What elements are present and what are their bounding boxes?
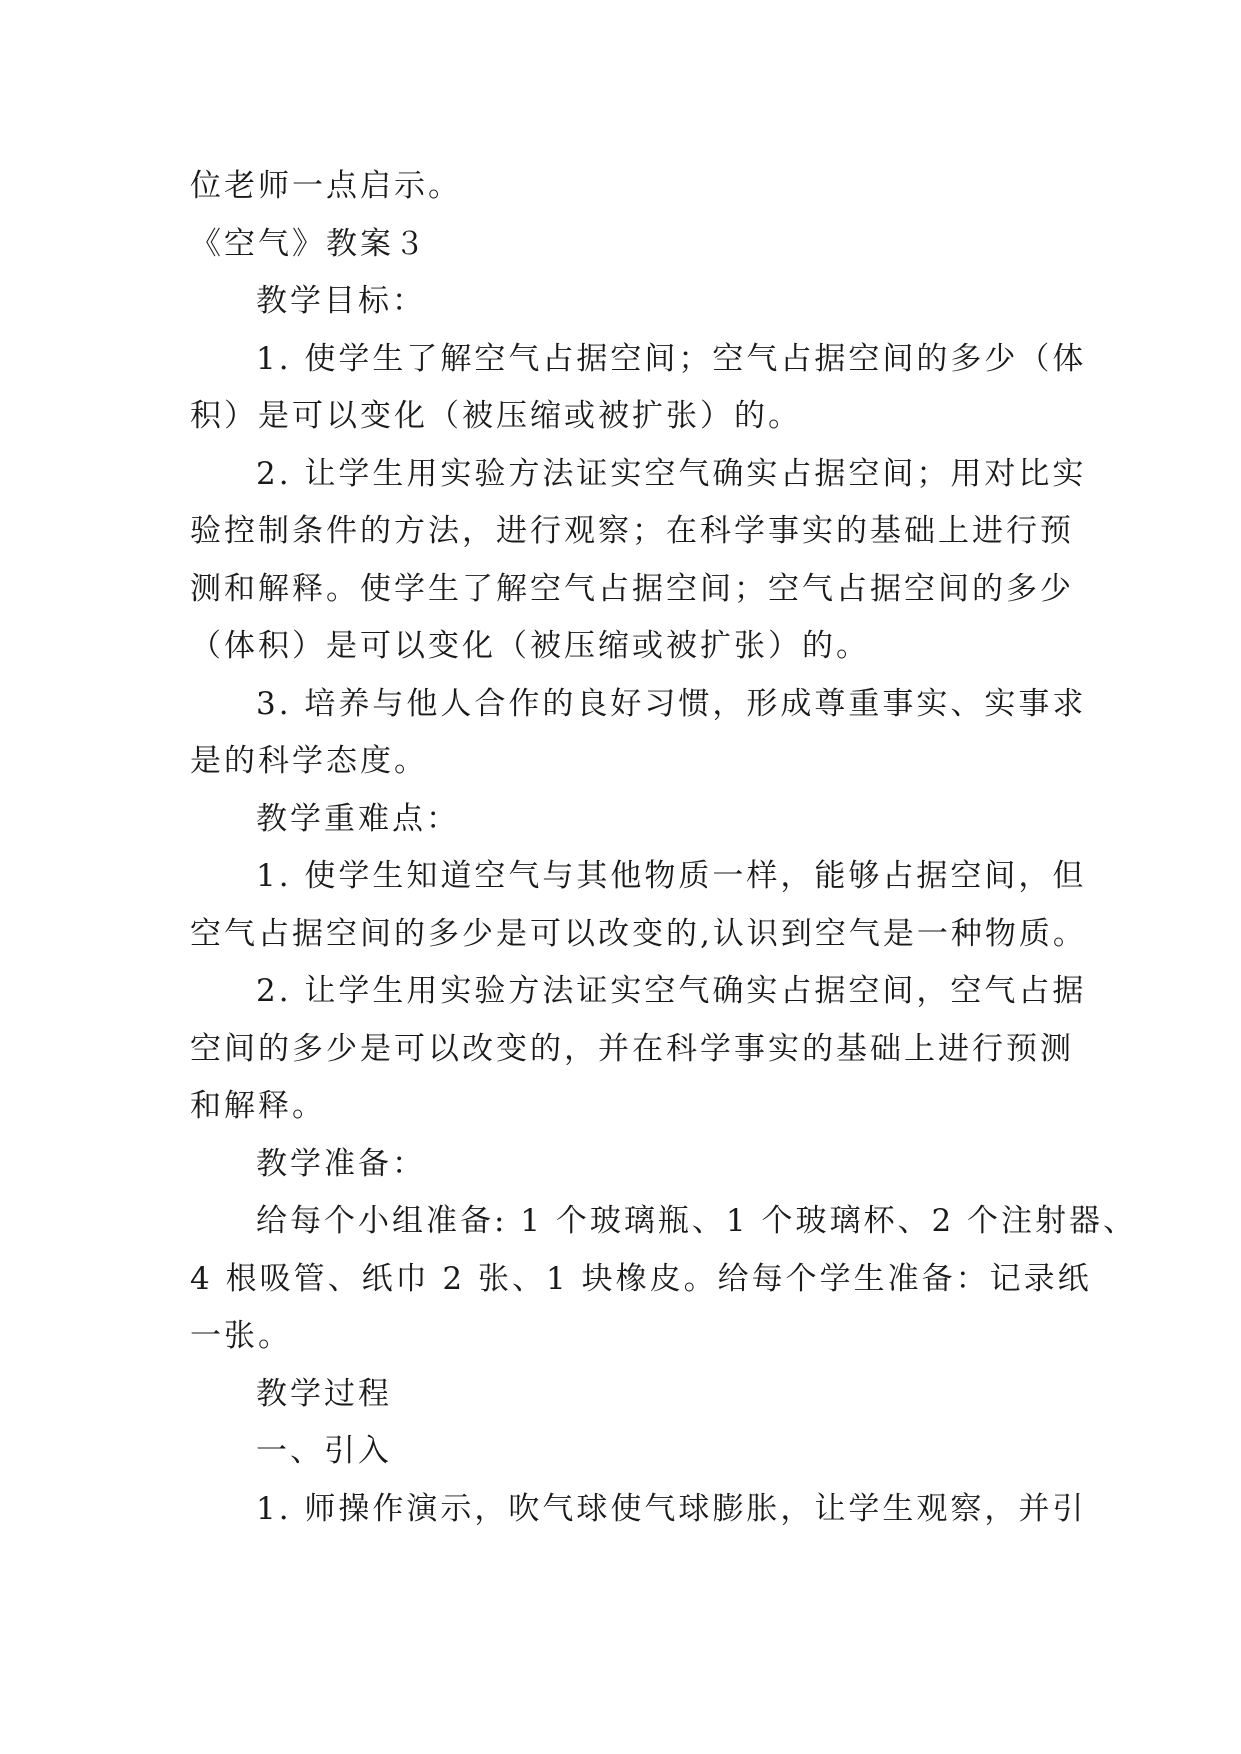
text-line: 2. 让学生用实验方法证实空气确实占据空间，空气占据 [256,973,1087,1009]
text-line: 一张。 [190,1318,292,1354]
text-line: 和解释。 [190,1088,326,1124]
text-line: 4 根吸管、纸巾 2 张、1 块橡皮。给每个学生准备：记录纸 [190,1260,1092,1297]
text-line: 1. 使学生知道空气与其他物质一样，能够占据空间，但 [256,858,1087,894]
text-line: 空气占据空间的多少是可以改变的,认识到空气是一种物质。 [190,915,1087,952]
text-line: （体积）是可以变化（被压缩或被扩张）的。 [190,628,870,664]
text-line: 3. 培养与他人合作的良好习惯，形成尊重事实、实事求 [256,685,1087,722]
text-line: 测和解释。使学生了解空气占据空间；空气占据空间的多少 [190,570,1074,607]
text-line: 教学准备： [256,1145,426,1182]
text-line: 验控制条件的方法，进行观察；在科学事实的基础上进行预 [190,513,1074,549]
text-line: 教学目标： [256,283,426,319]
text-line: 教学过程 [256,1375,392,1412]
text-line: 空间的多少是可以改变的，并在科学事实的基础上进行预测 [190,1030,1074,1067]
text-line: 是的科学态度。 [190,743,428,779]
text-line: 1. 使学生了解空气占据空间；空气占据空间的多少（体 [256,340,1087,377]
text-line: 积）是可以变化（被压缩或被扩张）的。 [190,398,802,434]
document-body [190,158,1138,1538]
text-line: 一、引入 [256,1433,392,1469]
text-line: 位老师一点启示。 [190,168,462,204]
text-line: 给每个小组准备: 1 个玻璃瓶、1 个玻璃杯、2 个注射器、 [256,1203,1138,1239]
text-line: 1. 师操作演示，吹气球使气球膨胀，让学生观察，并引 [256,1490,1087,1527]
text-line: 教学重难点： [256,800,460,837]
text-line: 《空气》教案３ [190,225,428,262]
text-line: 2. 让学生用实验方法证实空气确实占据空间；用对比实 [256,455,1087,492]
